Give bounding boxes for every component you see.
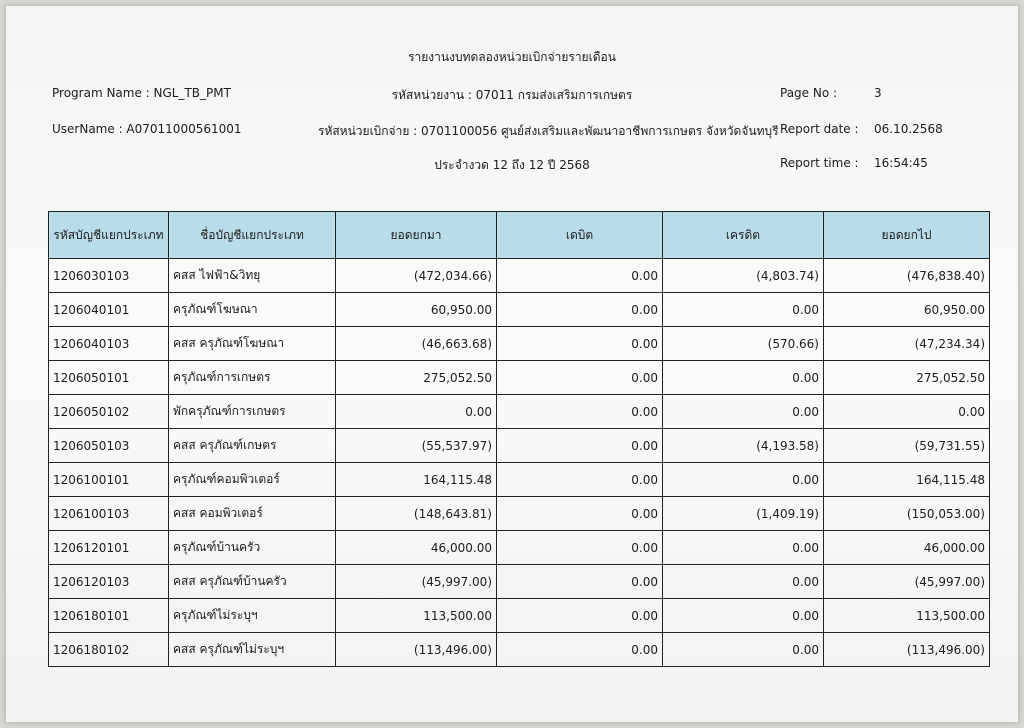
- closing-balance: 164,115.48: [824, 463, 990, 497]
- table-row: [49, 293, 990, 327]
- account-code: 1206120101: [49, 531, 169, 565]
- agency-code: รหัสหน่วยงาน : 07011 กรมส่งเสริมการเกษตร: [391, 88, 633, 102]
- user-name: UserName : A07011000561001: [52, 122, 242, 136]
- credit: 0.00: [663, 395, 824, 429]
- opening-balance: 113,500.00: [336, 599, 497, 633]
- debit: 0.00: [497, 327, 663, 361]
- debit: 0.00: [497, 599, 663, 633]
- account-code: 1206100101: [49, 463, 169, 497]
- credit: (4,803.74): [663, 259, 824, 293]
- account-code: 1206100103: [49, 497, 169, 531]
- closing-balance: (47,234.34): [824, 327, 990, 361]
- closing-balance: 0.00: [824, 395, 990, 429]
- account-code: 1206040103: [49, 327, 169, 361]
- opening-balance: (148,643.81): [336, 497, 497, 531]
- opening-balance: 60,950.00: [336, 293, 497, 327]
- report-time-label: Report time :: [780, 156, 859, 170]
- account-name: คสส ครุภัณฑ์ไม่ระบุฯ: [169, 633, 336, 667]
- credit: 0.00: [663, 463, 824, 497]
- opening-balance: 0.00: [336, 395, 497, 429]
- opening-balance: (45,997.00): [336, 565, 497, 599]
- report-date-value: 06.10.2568: [874, 122, 943, 136]
- account-name: คสส ครุภัณฑ์เกษตร: [169, 429, 336, 463]
- table-row: [49, 395, 990, 429]
- account-code: 1206050102: [49, 395, 169, 429]
- debit: 0.00: [497, 565, 663, 599]
- debit: 0.00: [497, 633, 663, 667]
- report-date-label: Report date :: [780, 122, 859, 136]
- opening-balance: (113,496.00): [336, 633, 497, 667]
- table-row: [49, 599, 990, 633]
- table-row: [49, 497, 990, 531]
- account-code: 1206030103: [49, 259, 169, 293]
- disbursement-unit: รหัสหน่วยเบิกจ่าย : 0701100056 ศูนย์ส่งเสริมและพัฒนาอาชีพการเกษตร จังหวัดจันทบุรี: [318, 124, 779, 138]
- closing-balance: (45,997.00): [824, 565, 990, 599]
- credit: 0.00: [663, 361, 824, 395]
- account-name: ครุภัณฑ์โฆษณา: [169, 293, 336, 327]
- credit: 0.00: [663, 599, 824, 633]
- report-page: [6, 6, 1018, 722]
- debit: 0.00: [497, 361, 663, 395]
- header-debit: เดบิต: [497, 212, 663, 259]
- credit: 0.00: [663, 565, 824, 599]
- header-closing-balance: ยอดยกไป: [824, 212, 990, 259]
- debit: 0.00: [497, 395, 663, 429]
- debit: 0.00: [497, 463, 663, 497]
- account-name: ครุภัณฑ์การเกษตร: [169, 361, 336, 395]
- header-opening-balance: ยอดยกมา: [336, 212, 497, 259]
- account-code: 1206180101: [49, 599, 169, 633]
- account-name: พักครุภัณฑ์การเกษตร: [169, 395, 336, 429]
- account-name: คสส ไฟฟ้า&วิทยุ: [169, 259, 336, 293]
- table-row: [49, 633, 990, 667]
- closing-balance: 275,052.50: [824, 361, 990, 395]
- closing-balance: (59,731.55): [824, 429, 990, 463]
- closing-balance: 60,950.00: [824, 293, 990, 327]
- header-account-name: ชื่อบัญชีแยกประเภท: [169, 212, 336, 259]
- table-row: [49, 259, 990, 293]
- debit: 0.00: [497, 531, 663, 565]
- closing-balance: 113,500.00: [824, 599, 990, 633]
- header-credit: เครดิต: [663, 212, 824, 259]
- closing-balance: (113,496.00): [824, 633, 990, 667]
- closing-balance: (150,053.00): [824, 497, 990, 531]
- page-no-label: Page No :: [780, 86, 838, 100]
- opening-balance: (472,034.66): [336, 259, 497, 293]
- account-code: 1206120103: [49, 565, 169, 599]
- credit: (4,193.58): [663, 429, 824, 463]
- debit: 0.00: [497, 497, 663, 531]
- account-name: คสส ครุภัณฑ์โฆษณา: [169, 327, 336, 361]
- table-row: [49, 463, 990, 497]
- table-row: [49, 327, 990, 361]
- trial-balance-table: [48, 211, 990, 667]
- account-name: ครุภัณฑ์คอมพิวเตอร์: [169, 463, 336, 497]
- program-name: Program Name : NGL_TB_PMT: [52, 86, 231, 100]
- account-code: 1206050103: [49, 429, 169, 463]
- debit: 0.00: [497, 259, 663, 293]
- credit: 0.00: [663, 531, 824, 565]
- debit: 0.00: [497, 293, 663, 327]
- account-name: คสส ครุภัณฑ์บ้านครัว: [169, 565, 336, 599]
- credit: 0.00: [663, 293, 824, 327]
- table-row: [49, 429, 990, 463]
- report-period: ประจำงวด 12 ถึง 12 ปี 2568: [434, 158, 590, 172]
- account-code: 1206180102: [49, 633, 169, 667]
- account-code: 1206040101: [49, 293, 169, 327]
- credit: (570.66): [663, 327, 824, 361]
- opening-balance: 46,000.00: [336, 531, 497, 565]
- table-row: [49, 361, 990, 395]
- opening-balance: (46,663.68): [336, 327, 497, 361]
- opening-balance: 275,052.50: [336, 361, 497, 395]
- report-time-value: 16:54:45: [874, 156, 928, 170]
- report-title: รายงานงบทดลองหน่วยเบิกจ่ายรายเดือน: [408, 50, 616, 64]
- account-name: ครุภัณฑ์ไม่ระบุฯ: [169, 599, 336, 633]
- account-name: คสส คอมพิวเตอร์: [169, 497, 336, 531]
- page-no-value: 3: [874, 86, 882, 100]
- opening-balance: 164,115.48: [336, 463, 497, 497]
- opening-balance: (55,537.97): [336, 429, 497, 463]
- closing-balance: (476,838.40): [824, 259, 990, 293]
- account-code: 1206050101: [49, 361, 169, 395]
- table-row: [49, 531, 990, 565]
- credit: 0.00: [663, 633, 824, 667]
- header-account-code: รหัสบัญชีแยกประเภท: [49, 212, 169, 259]
- credit: (1,409.19): [663, 497, 824, 531]
- table-header-row: [49, 212, 990, 259]
- table-row: [49, 565, 990, 599]
- debit: 0.00: [497, 429, 663, 463]
- account-name: ครุภัณฑ์บ้านครัว: [169, 531, 336, 565]
- closing-balance: 46,000.00: [824, 531, 990, 565]
